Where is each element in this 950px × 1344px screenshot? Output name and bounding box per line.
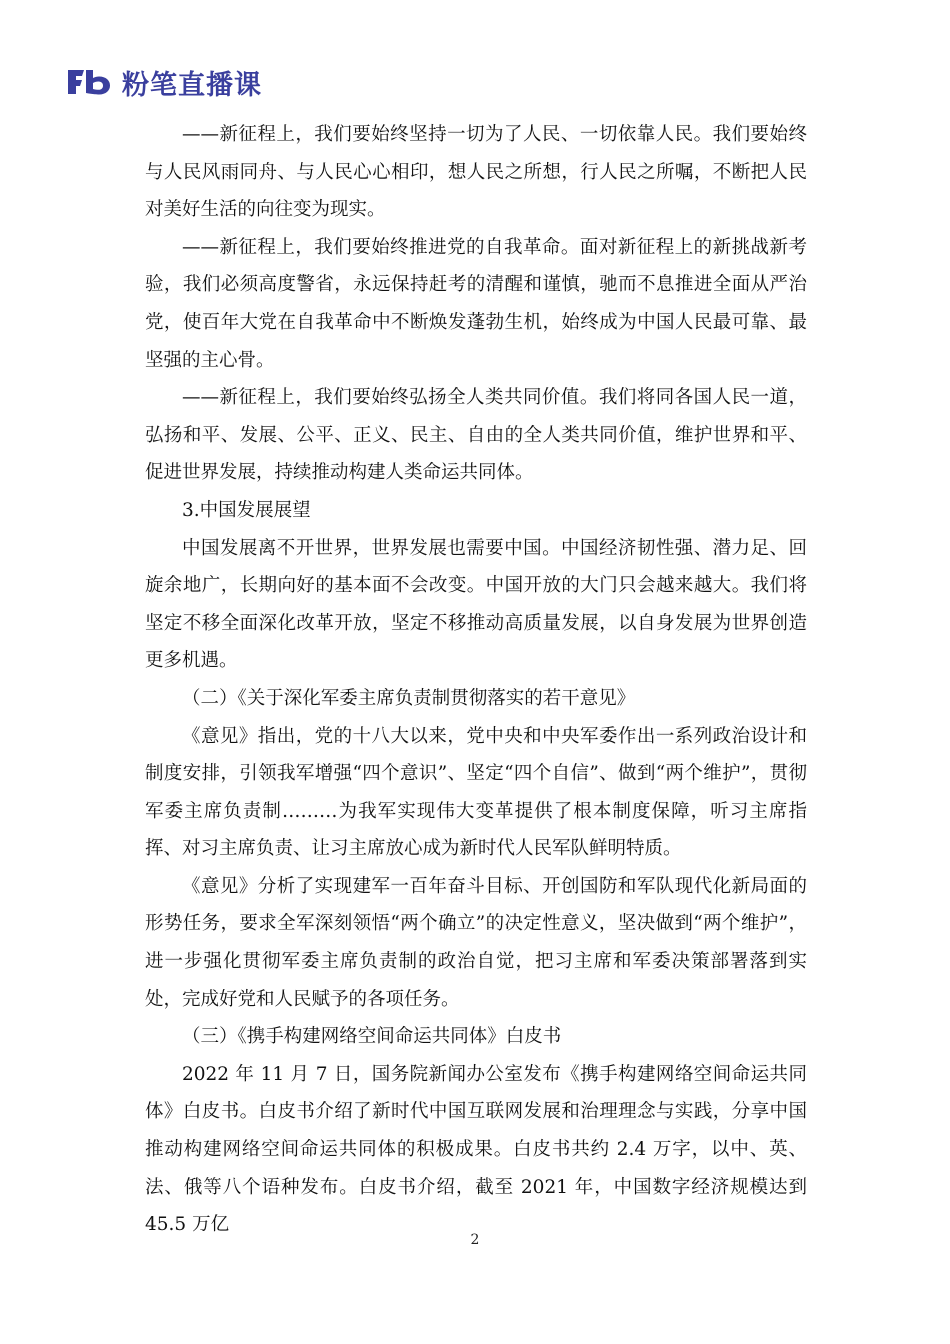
section-heading: （三）《携手构建网络空间命运共同体》白皮书 [182,1026,562,1048]
paragraph: ——新征程上，我们要始终推进党的自我革命。面对新征程上的新挑战新考验，我们必须高度警省，永远保持赶考的清醒和谨慎，驰而不息推进全面从严治党，使百年大党在自我革命中不断焕发蓬勃生机，始终成为中国人民最可靠、最坚强的主心骨。 [145,236,807,371]
section-heading: （二）《关于深化军委主席负责制贯彻落实的若干意见》 [182,687,636,709]
paragraph: 中国发展离不开世界，世界发展也需要中国。中国经济韧性强、潜力足、回旋余地广，长期向好的基本面不会改变。中国开放的大门只会越来越大。我们将坚定不移全面深化改革开放，坚定不移推动高质量发展，以自身发展为世界创造更多机遇。 [145,537,807,672]
fb-logo-icon [66,67,114,97]
paragraph: ——新征程上，我们要始终弘扬全人类共同价值。我们将同各国人民一道，弘扬和平、发展、公平、正义、民主、自由的全人类共同价值，维护世界和平、促进世界发展，持续推动构建人类命运共同体。 [145,387,807,484]
paragraph: 2022 年 11 月 7 日，国务院新闻办公室发布《携手构建网络空间命运共同体》白皮书。白皮书介绍了新时代中国互联网发展和治理理念与实践，分享中国推动构建网络空间命运共同体的积极成果。白皮书共约 2.4 万字，以中、英、法、俄等八个语种发布。白皮书介绍，截至 2021 年，中国数字经济规模达到 45.5 万亿 [145,1063,807,1236]
paragraph: 《意见》指出，党的十八大以来，党中央和中央军委作出一系列政治设计和制度安排，引领我军增强“四个意识”、坚定“四个自信”、做到“两个维护”，贯彻军委主席负责制………为我军实现伟大变革提供了根本制度保障，听习主席指挥、对习主席负责、让习主席放心成为新时代人民军队鲜明特质。 [145,725,807,860]
document-body [145,116,807,1244]
paragraph: 《意见》分析了实现建军一百年奋斗目标、开创国防和军队现代化新局面的形势任务，要求全军深刻领悟“两个确立”的决定性意义，坚决做到“两个维护”，进一步强化贯彻军委主席负责制的政治自觉，把习主席和军委决策部署落到实处，完成好党和人民赋予的各项任务。 [145,875,807,1010]
paragraph: ——新征程上，我们要始终坚持一切为了人民、一切依靠人民。我们要始终与人民风雨同舟、与人民心心相印，想人民之所想，行人民之所嘱，不断把人民对美好生活的向往变为现实。 [145,124,807,221]
brand-logo [66,64,262,100]
section-heading: 3.中国发展展望 [182,499,311,521]
brand-name: 粉笔直播课 [122,69,262,101]
page-number: 2 [470,1232,480,1248]
